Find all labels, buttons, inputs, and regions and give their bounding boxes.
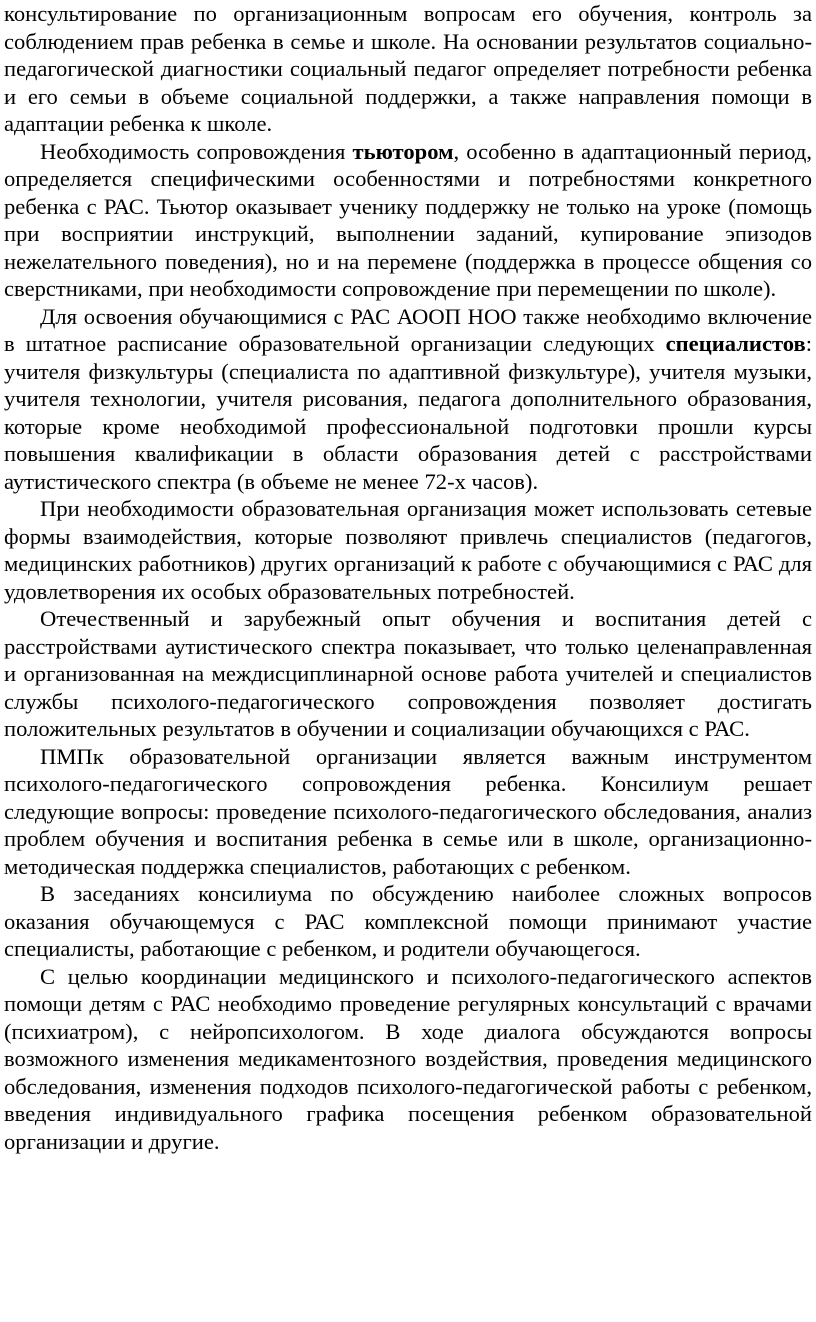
- paragraph-text: : учителя физкультуры (специалиста по адаптивной физкультуре), учителя музыки, учителя технологии, учителя рисования, педагога дополнительного образования, которые кроме необходимой профессиональной подготовки прошли курсы повышения квалификации в области образования детей с расстройствами аутистического спектра (в объеме не менее 72-х часов).: [4, 331, 812, 494]
- paragraph-experience: [4, 605, 812, 743]
- paragraph-specialists: [4, 303, 812, 496]
- paragraph-pmpk: [4, 743, 812, 881]
- paragraph-text: В заседаниях консилиума по обсуждению наиболее сложных вопросов оказания обучающемуся с РАС комплексной помощи принимают участие специалисты, работающие с ребенком, и родители обучающегося.: [4, 881, 812, 961]
- paragraph-text: , особенно в адаптационный период, определяется специфическими особенностями и потребностями конкретного ребенка с РАС. Тьютор оказывает ученику поддержку не только на уроке (помощь при восприятии инструкций, выполнении заданий, купирование эпизодов нежелательного поведения), но и на перемене (поддержка в процессе общения со сверстниками, при необходимости сопровождение при перемещении по школе).: [4, 138, 812, 301]
- paragraph-text: ПМПк образовательной организации является важным инструментом психолого-педагогического сопровождения ребенка. Консилиум решает следующие вопросы: проведение психолого-педагогического обследования, анализ проблем обучения и воспитания ребенка в семье или в школе, организационно-методическая поддержка специалистов, работающих с ребенком.: [4, 743, 812, 879]
- paragraph-tutor: [4, 138, 812, 303]
- paragraph-text: консультирование по организационным вопросам его обучения, контроль за соблюдением прав ребенка в семье и школе. На основании результатов социально-педагогической диагностики социальный педагог определяет потребности ребенка и его семьи в объеме социальной поддержки, а также направления помощи в адаптации ребенка к школе.: [4, 1, 812, 136]
- paragraph-medical-coordination: [4, 963, 812, 1156]
- bold-term-tutor: тьютором: [352, 138, 454, 164]
- paragraph-text: Необходимость сопровождения: [40, 138, 353, 164]
- bold-term-specialists: специалистов: [665, 331, 806, 356]
- paragraph-text: При необходимости образовательная организация может использовать сетевые формы взаимодействия, которые позволяют привлечь специалистов (педагогов, медицинских работников) других организаций к работе с обучающимися с РАС для удовлетворения их особых образовательных потребностей.: [4, 496, 812, 604]
- paragraph-text: Для освоения обучающимися с РАС АООП НОО также необходимо включение в штатное расписание образовательной организации следующих: [4, 303, 812, 356]
- paragraph-social-pedagogue: [4, 0, 812, 138]
- paragraph-council-meetings: [4, 880, 812, 963]
- paragraph-text: Отечественный и зарубежный опыт обучения и воспитания детей с расстройствами аутистического спектра показывает, что только целенаправленная и организованная на междисциплинарной основе работа учителей и специалистов службы психолого-педагогического сопровождения позволяет достигать положительных результатов в обучении и социализации обучающихся с РАС.: [4, 606, 812, 741]
- paragraph-network-forms: [4, 495, 812, 605]
- paragraph-text: С целью координации медицинского и психолого-педагогического аспектов помощи детям с РАС необходимо проведение регулярных консультаций с врачами (психиатром), с нейропсихологом. В ходе диалога обсуждаются вопросы возможного изменения медикаментозного воздействия, проведения медицинского обследования, изменения подходов психолого-педагогической работы с ребенком, введения индивидуального графика посещения ребенком образовательной организации и другие.: [4, 963, 812, 1154]
